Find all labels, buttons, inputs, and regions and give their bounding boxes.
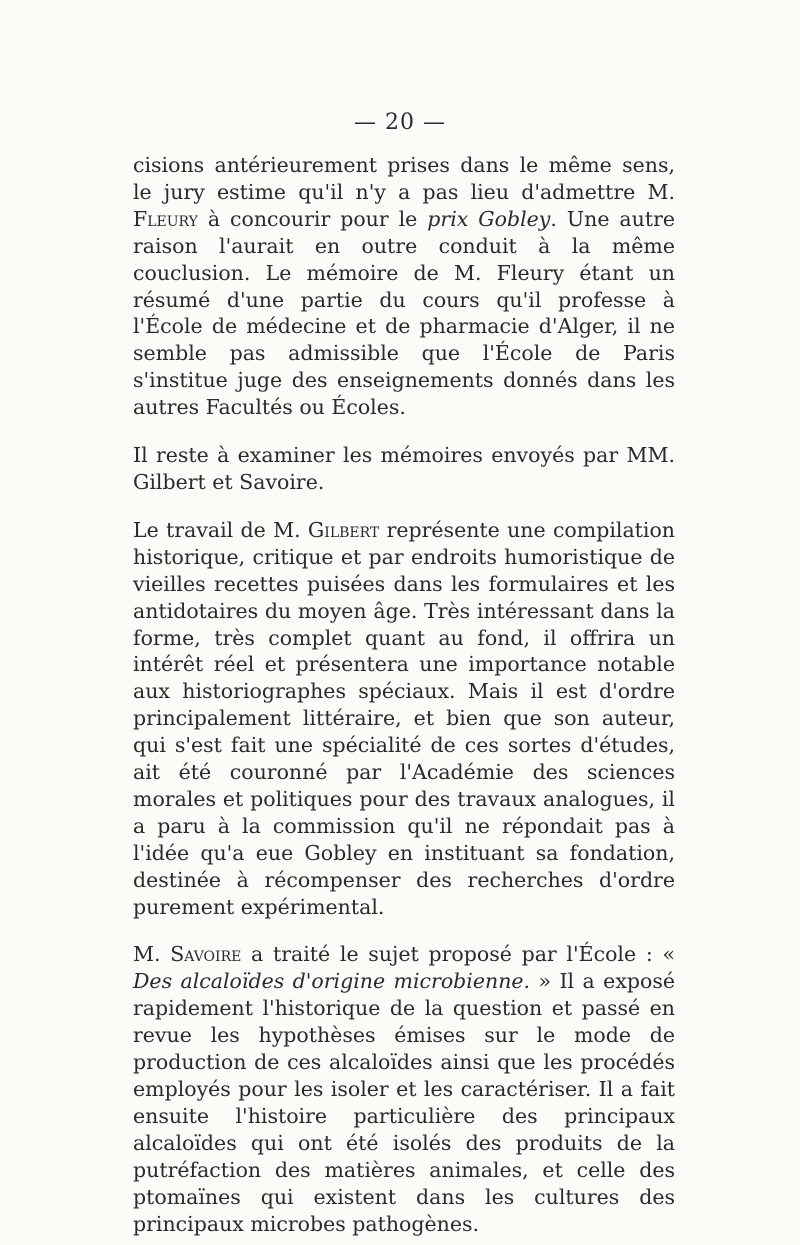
- text-segment: a traité le sujet proposé par l'École : «: [241, 942, 675, 967]
- text-segment: Le travail de M.: [133, 517, 308, 542]
- paragraph-2: [133, 442, 675, 496]
- prize-name: prix Gobley: [427, 206, 551, 231]
- text-segment: représente une compilation historique, critique et par endroits humoristique de vieilles recettes puisées dans les formulaires et les antidotaires du moyen âge. Très intéressant dans la forme, très complet quant au fond, il offrira un intérêt réel et présentera une importance notable aux historiographes spéciaux. Mais il est d'ordre principalement littéraire, et bien que son auteur, qui s'est fait une spécialité de ces sortes d'études, ait été couronné par l'Académie des sciences morales et politiques pour des travaux analogues, il a paru à la commission qu'il ne répondait pas à l'idée qu'a eue Gobley en instituant sa fondation, destinée à récompenser des recherches d'ordre purement expérimental.: [133, 517, 675, 919]
- text-segment: M.: [133, 942, 171, 967]
- author-name-gilbert: Gilbert: [307, 517, 380, 542]
- text-segment: » Il a exposé rapidement l'historique de la question et passé en revue les hypothèses émises sur le mode de production de ces alcaloïdes ainsi que les procédés employés pour les isoler et les caractériser. Il a fait ensuite l'histoire particulière des principaux alcaloïdes qui ont été isolés des produits de la putréfaction des matières animales, et celle des ptomaïnes qui existent dans les cultures des principaux microbes pathogènes.: [133, 969, 675, 1236]
- paragraph-3: [133, 517, 675, 921]
- paragraph-4: [133, 941, 675, 1237]
- text-segment: cisions antérieurement prises dans le même sens, le jury estime qu'il n'y a pas lieu d'admettre M.: [133, 153, 675, 204]
- text-segment: à concourir pour le: [197, 206, 428, 231]
- text-segment: . Une autre raison l'aurait en outre conduit à la même couclusion. Le mémoire de M. Fleury étant un résumé d'une partie du cours qu'il professe à l'École de médecine et de pharmacie d'Alger, il ne semble pas admissible que l'École de Paris s'institue juge des enseignements donnés dans les autres Facultés ou Écoles.: [133, 206, 676, 420]
- paragraph-1: [133, 152, 675, 421]
- author-name-savoire: Savoire: [170, 942, 242, 967]
- author-name-fleury: Fleury: [133, 206, 198, 231]
- body-text: [133, 152, 675, 1237]
- page-number: — 20 —: [354, 110, 446, 135]
- thesis-title: Des alcaloïdes d'origine microbienne.: [133, 969, 531, 994]
- text-segment: Il reste à examiner les mémoires envoyés par MM. Gilbert et Savoire.: [133, 443, 675, 494]
